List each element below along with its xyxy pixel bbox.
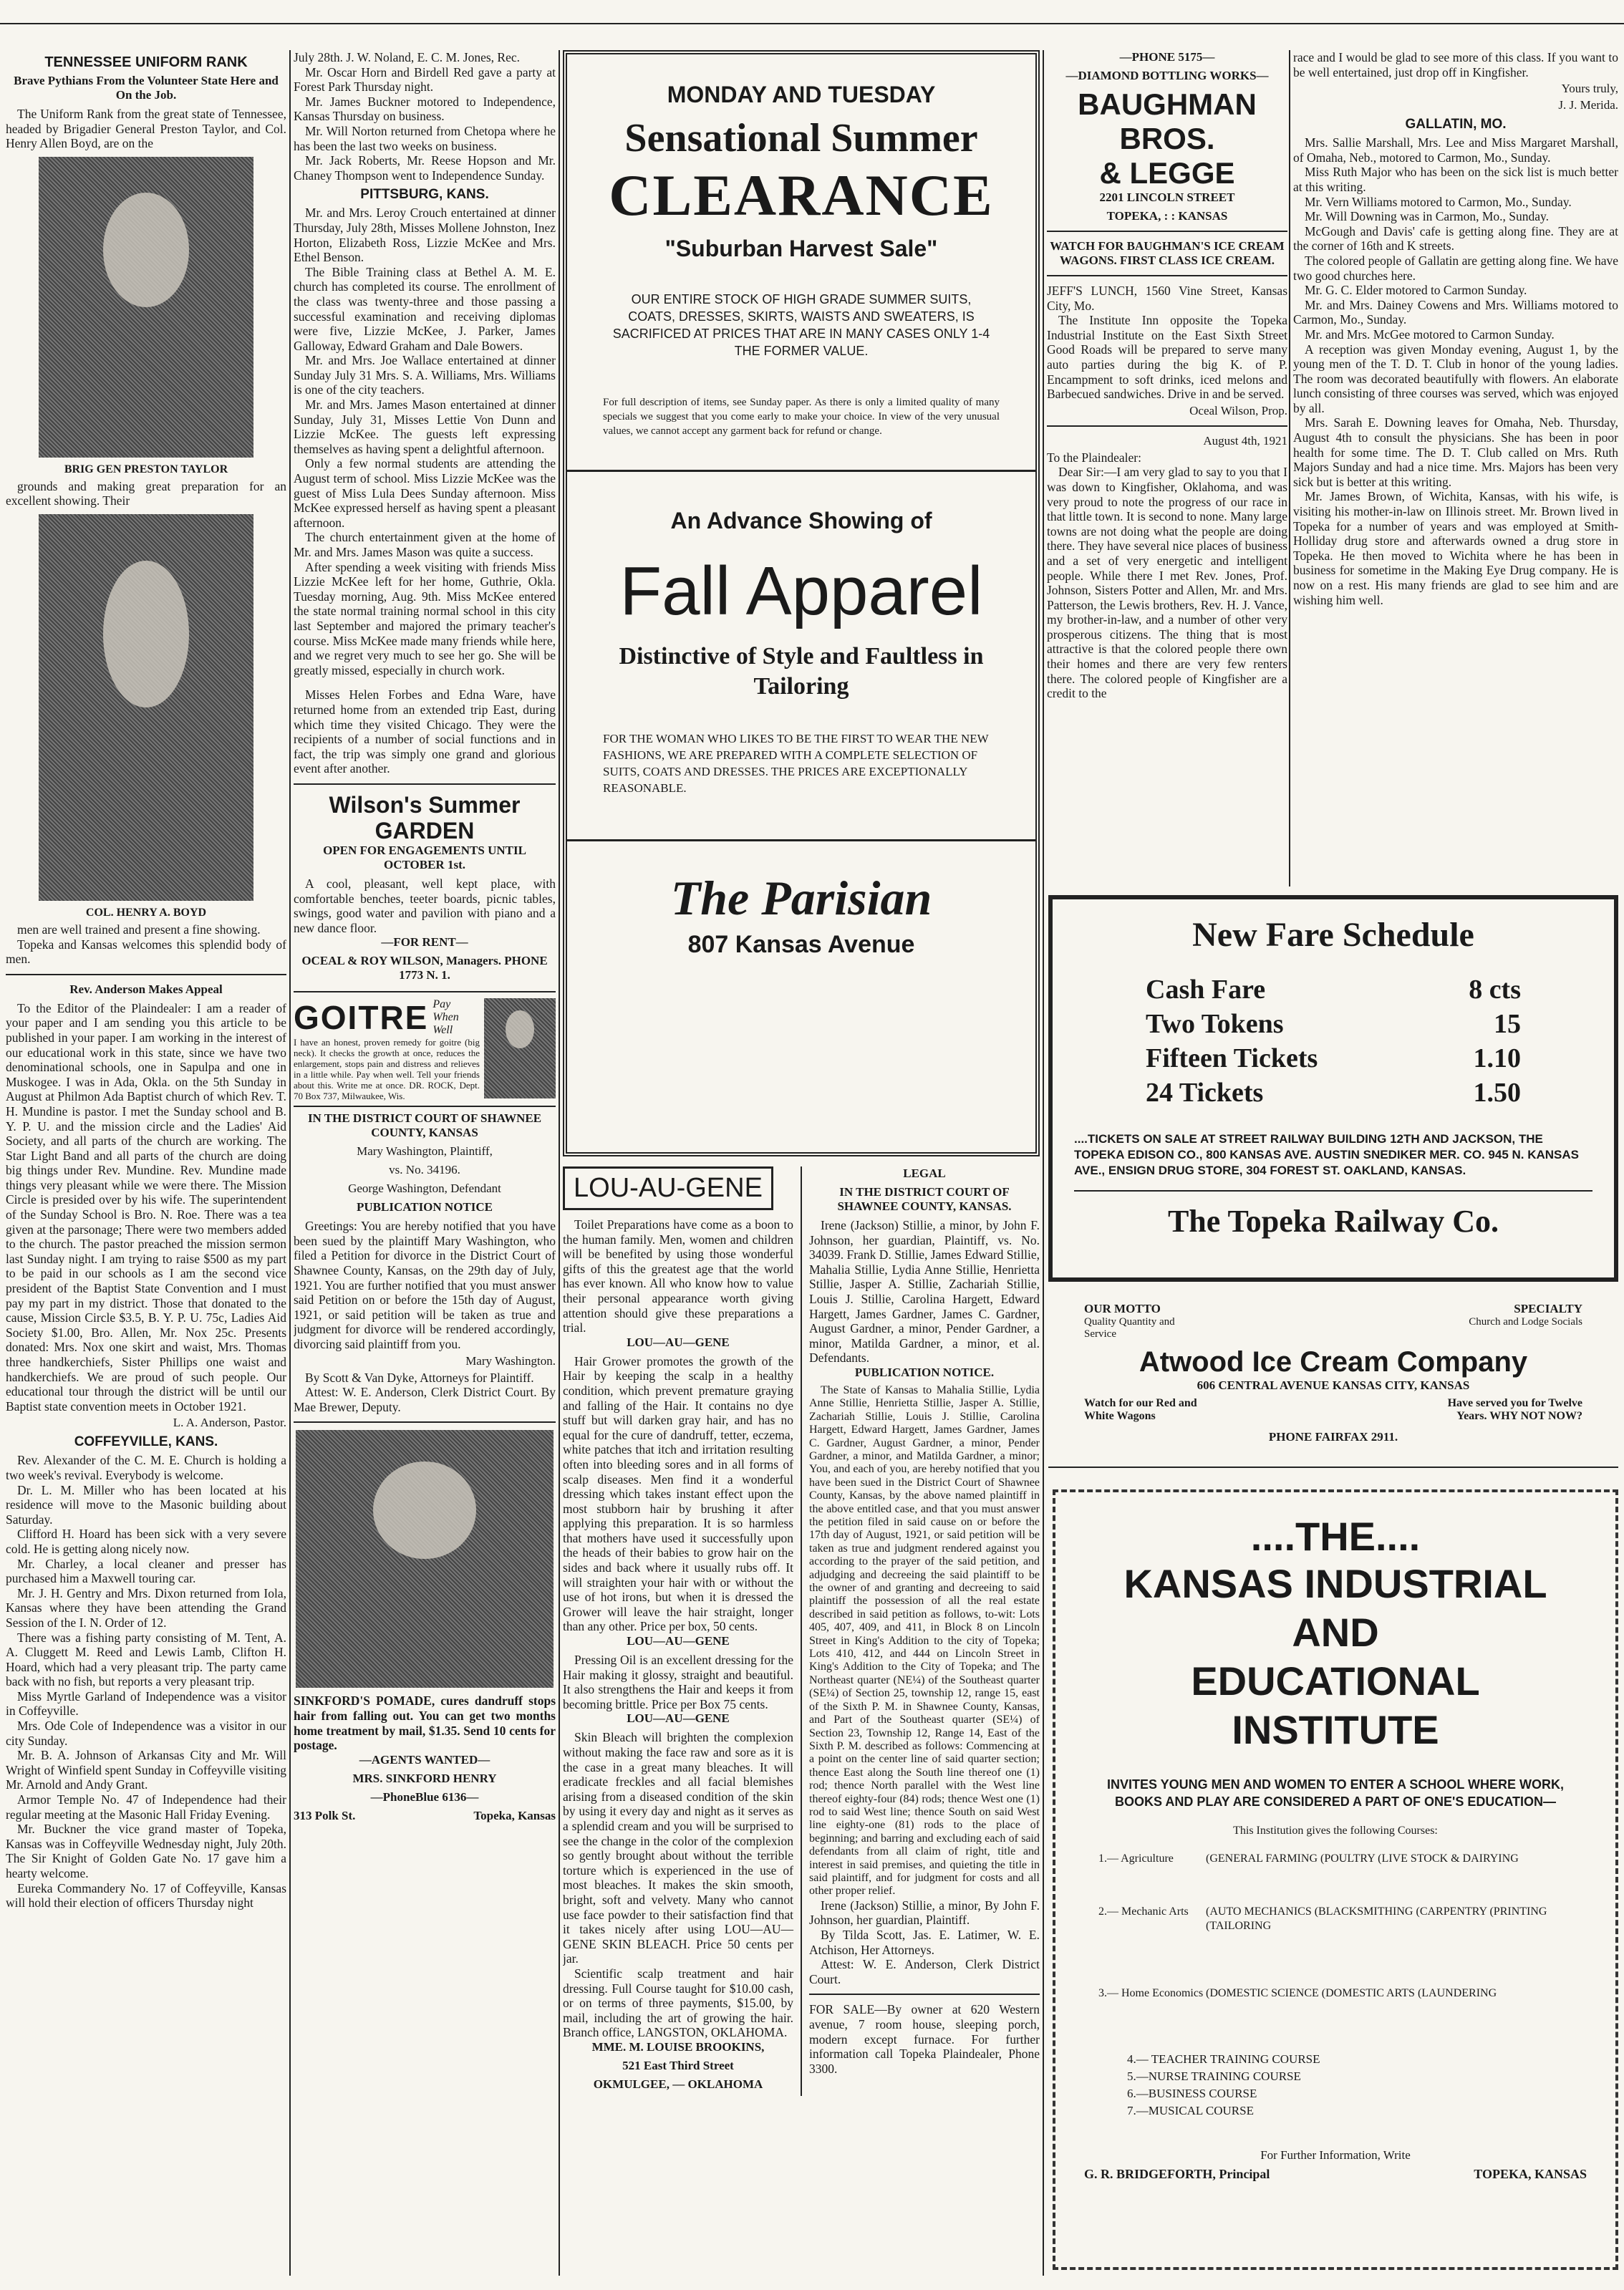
lou-au-gene-logo: LOU-AU-GENE [563, 1166, 773, 1210]
col2-item: Mr. Oscar Horn and Birdell Red gave a party at Forest Park Thursday night. [294, 64, 556, 95]
coffeyville-headline: COFFEYVILLE, KANS. [74, 1434, 218, 1450]
column-2: July 28th. J. W. Noland, E. C. M. Jones, Rec. Mr. Oscar Horn and Birdell Red gave a party at Forest Park Thursday night. Mr. James Buckner motored to Independence, Kansas Thursday on business. Mr. Will Norton returned from Chetopa where he has been the last two weeks on business. Mr. Jack Roberts, Mr. Reese Hopson and Mr. Chaney Thompson went to Independence Sunday. PITTSBURG, KANS. Mr. and Mrs. Leroy Crouch entertained at dinner Thursday, July 28th, Misses Mollene Johnston, Inez Horton, Elizabeth Ross, Lizzie McKee and Mrs. Ethel Benson. The Bible Training class at Bethel A. M. E. church has completed its course. The enrollment of the class was twenty-three and those passing a successful examination and receiving diplomas were five, Lizzie McKee, J. Parker, James Galloway, Edward Graham and Dale Bowers. Mr. and Mrs. Joe Wallace entertained at dinner Sunday July 31 Mrs. S. A. Williams, Mrs. Williams is one of the city teachers. Mr. and Mrs. James Mason entertained at dinner Sunday, July 31, Misses Lettie Von Dunn and Lizzie McKee. The guests left expressing themselves as having spent a delightful afternoon. Only a few normal students are attending the August term of school. Miss Lizzie McKee was the guest of Miss Lula Dees Sunday afternoon. Miss McKee expressed herself as having spent a pleasant afternoon. The church entertainment given at the home of Mr. and Mrs. James Mason was quite a success. After spending a week visiting with friends Miss Lizzie McKee left for her home, Guthrie, Okla. Tuesday morning, Aug. 9th. Miss McKee entered the state normal training normal school in this city last September and majored the primary teacher's course. Miss McKee made many friends while here, and we regret very much to see her go. She will be greatly missed, especially in church work. Misses Helen Forbes and Edna Ware, have returned home from an extended trip East, during which time they visited Chicago. They were the recipients of a number of social functions and in fact, the trip was simply one grand and glorious event after another. Wilson's Summer GARDEN OPEN FOR ENGAGEMENTS UNTIL OCTOBER 1st. A cool, pleasant, well kept place, with comfortable benches, teeter boards, picnic tables, swings, good water and pavilion with piano and a new dance floor. —FOR RENT— OCEAL & ROY WILSON, Managers. PHONE 1773 N. 1. GOITRE Pay When Well I have an honest, proven remedy for goitre (big neck). It checks the growth at once, reduces the enlargement, stops pain and distress and relieves in a little while. Pay when well. Tell your friends about this. Write me at once. DR. ROCK, Dept. 70 Box 737, Milwaukee, Wis. IN THE DISTRICT COURT OF SHAWNEE COUNTY, KANSAS Mary Washington, Plaintiff, vs. No. 34196. George Washington, Defendant PUBLICATION NOTICE Greetings: You are hereby notified that you have been sued by the plaintiff Mary Washington, who filed a Petition for divorce in the District Court of Shawnee County, Kansas, on the 29th day of July, 1921. You are further notified that you must answer said Petition on or before the 15th day of August, 1921, or said petition will be taken as true and judgment for divorce will be rendered accordingly, divorcing said plaintiff from you. Mary Washington. By Scott & Van Dyke, Attorneys for Plaintiff. Attest: W. E. Anderson, Clerk District Court. By Mae Brewer, Deputy. SINKFORD'S POMADE, cures dandruff stops hair from falling out. You can get two months home treatment by mail, $1.35. Send 10 cents for postage. —AGENTS WANTED— MRS. SINKFORD HENRY —PhoneBlue 6136— 313 Polk St. Topeka, Kansas [294, 50, 556, 1822]
column-4: —PHONE 5175— —DIAMOND BOTTLING WORKS— BAUGHMAN BROS. & LEGGE 2201 LINCOLN STREET TOPEKA, : : KANSAS WATCH FOR BAUGHMAN'S ICE CREAM WAGONS. FIRST CLASS ICE CREAM. JEFF'S LUNCH, 1560 Vine Street, Kansas City, Mo. The Institute Inn opposite the Topeka Industrial Institute on the East Sixth Street Good Roads will be prepared to serve many auto parties during the big K. of P. Encampment to soft drinks, iced melons and Barbecued sandwiches. Drive in and be served. Oceal Wilson, Prop. August 4th, 1921 To the Plaindealer: Dear Sir:—I am very glad to say to you that I was down to Kingfisher, Oklahoma, and was very proud to note the progress of our race in that little town. It is second to none. Many large towns are not doing what the people are doing there. They have several nice places of business and a set of very energetic and intelligent people. While there I met Rev. Jones, Prof. Johnson, Sisters Potter and Allen, Mr. and Mrs. Patterson, the Lewis brothers, Rev. H. J. Vance, my brother-in-law, and a number of other very prosperous citizens. The thing that is most attractive is that the colored people there own their homes and there are very few renters there. The colored people of Kingfisher are a credit to the [1047, 50, 1287, 701]
col2-item: Mr. Jack Roberts, Mr. Reese Hopson and Mr. Chaney Thompson went to Independence Sunday. [294, 153, 556, 183]
ad-stock-text: OUR ENTIRE STOCK OF HIGH GRADE SUMMER SUITS, COATS, DRESSES, SKIRTS, WAISTS AND SWEATERS, IS SACRIFICED AT PRICES THAT ARE IN MANY CASES ONLY 1-4 THE FORMER VALUE. [612, 292, 990, 358]
col2-item: Mr. James Buckner motored to Independence, Kansas Thursday on business. [294, 94, 556, 124]
legal-body: Greetings: You are hereby notified that you have been sued by the plaintiff Mary Washington, who filed a Petition for divorce in the District Court of Shawnee County, Kansas, on the 29th day of July, 1921. You are further notified that you must answer said Petition on or before the 15th day of August, 1921, or said petition will be taken as true and judgment for divorce will be rendered accordingly, divorcing said plaintiff from you. [294, 1219, 556, 1352]
pittsburg-item: Misses Helen Forbes and Edna Ware, have returned home from an extended trip East, during which time they visited Chicago. They were the recipients of a number of social functions and in fact, the trip was simply one grand and glorious event after another. [294, 687, 556, 776]
lou-au-gene-ad: LOU-AU-GENE Toilet Preparations have come as a boon to the human family. Men, women and children will be benefited by using those wonderful gifts of this the greatest age that the world has ever known. All who know how to value their personal appearance worth giving attention should give these preparations a trial. LOU—AU—GENE Hair Grower promotes the growth of the Hair by keeping the scalp in a healthy condition, which prevent premature graying and falling of the Hair. It contains no dye stuff but will darken gray hair, and has no equal for the cure of dandruff, tetter, eczema, white patches that itch and irritation resulting often into bleeding sores and in all forms of scalp diseases. Men find it a wonderful dressing which takes instant effect upon the most stubborn hair by brushing it after applying this preparation. It is so harmless that mothers have used it successfully upon the heads of their babies to grow hair on the sides and back where it usually rubs off. It will straighten your hair with or without the use of hot irons, but when it is dressed the Grower will leave the hair straight, longer than any other. Price per box, 50 cents. LOU—AU—GENE Pressing Oil is an excellent dressing for the Hair making it glossy, straight and beautiful. It also strengthens the Hair and keeps it from becoming brittle. Price per Box 75 cents. LOU—AU—GENE Skin Bleach will brighten the complexion without making the face raw and sore as it is the case in a great many bleaches. It will eradicate freckles and all facial blemishes arising from a diseased condition of the skin by using it every day and night as it serves as a splendid cream and you will be surprised to see the change in the color of the complexion so gently brought about without the terrible torture which is experienced in the use of most bleaches. It makes the skin smooth, bright, soft and velvety. Many who cannot use face powder to their satisfaction find that it takes nicely after using LOU—AU—GENE SKIN BLEACH. Price 50 cents per jar. Scientific scalp treatment and hair dressing. Full Course taught for $10.00 cash, or on terms of three payments, $15.00, by mail, including the art of growing the hair. Branch office, LANGSTON, OKLAHOMA. MME. M. LOUISE BROOKINS, 521 East Third Street OKMULGEE, — OKLAHOMA [563, 1166, 793, 2096]
henry-boyd-portrait [39, 514, 253, 901]
column-5: race and I would be glad to see more of this class. If you want to be well entertained, just drop off in Kingfisher. Yours truly, J. J. Merida. GALLATIN, MO. Mrs. Sallie Marshall, Mrs. Lee and Miss Margaret Marshall, of Omaha, Neb., motored to Carmon, Mo., Sunday. Miss Ruth Major who has been on the sick list is much better at this writing. Mr. Vern Williams motored to Carmon, Mo., Sunday. Mr. Will Downing was in Carmon, Mo., Sunday. McGough and Davis' cafe is getting along fine. They are at the corner of 16th and K streets. The colored people of Gallatin are getting along fine. We have two good churches here. Mr. G. C. Elder motored to Carmon Sunday. Mr. and Mrs. Dainey Cowens and Mrs. Williams motored to Carmon, Mo., Sunday. Mr. and Mrs. McGee motored to Carmon Sunday. A reception was given Monday evening, August 1, by the young men of the T. D. T. Club in honor of the young ladies. The room was decorated beautifully with flowers. An elaborate lunch consisting of three courses was served, which was enjoyed by all. Mrs. Sarah E. Downing leaves for Omaha, Neb. Thursday, August 4th to consult the physicians. She has been in poor health for some time. The D. T. Club called on Mrs. Ruth Majors Sunday and had a nice time. Mrs. Majors has been very sick but is better at this writing. Mr. James Brown, of Wichita, Kansas, with his wife, is visiting his mother-in-law on Illinois street. Mr. Brown lived in Topeka for a number of years and was employed at Smith-Holliday drug store and afterwards owned a drug store in Topeka. He then moved to Wichita where he has been in business for sometime in the Making Eye Drug company. He is now on a rest. His many friends are glad to see him and are wishing him well. [1293, 50, 1618, 607]
wilson-title: Wilson's Summer [329, 791, 521, 818]
course-row: 1.— Agriculture (GENERAL FARMING (POULTRY (LIVE STOCK & DAIRYING [1098, 1852, 1519, 1865]
coffeyville-item: Mr. Charley, a local cleaner and presser has purchased him a Maxwell touring car. [6, 1556, 286, 1586]
pittsburg-headline: PITTSBURG, KANS. [360, 187, 489, 203]
wilson-body: A cool, pleasant, well kept place, with comfortable benches, teeter boards, picnic tables, swings, good water and pavilion with piano and a new dance floor. [294, 876, 556, 935]
coffeyville-item: Mr. Buckner the vice grand master of Topeka, Kansas was in Coffeyville Wednesday night, July 20th. The Sir Knight of Golden Gate No. 17 gave him a hearty welcome. [6, 1822, 286, 1880]
fare-row: Two Tokens 15 [1146, 1009, 1521, 1039]
column-3 [563, 50, 1040, 2276]
coffeyville-item: Dr. L. M. Miller who has been located at his residence will move to the Masonic building about Saturday. [6, 1482, 286, 1527]
sinkford-body: SINKFORD'S POMADE, cures dandruff stops hair from falling out. You can get two months home treatment by mail, $1.35. Send 10 cents for postage. [294, 1694, 556, 1753]
tennessee-subhead: Brave Pythians From the Volunteer State Here and On the Job. [14, 74, 279, 102]
page-top-border [0, 0, 1624, 24]
coffeyville-item: Clifford H. Hoard has been sick with a very severe cold. He is getting along nicely now. [6, 1527, 286, 1556]
anderson-text: To the Editor of the Plaindealer: I am a reader of your paper and I am sending you this article to be published in your paper. I am working in the interest of our educational work in this state, since we have two denominational schools, one in Sapulpa and one in Muskogee. I was in Ada, Okla. on the 5th Sunday in August at Philmon Ada Baptist church of which Rev. T. H. Mundine is pastor. I met the Sunday school and B. Y. P. U. and the mission circle and the Ladies' Aid Society, and all parts of the church are working. The Star Light Band and all parts of the church are doing big things under Rev. Mundine. Rev. Mundine made things very pleasant while we were there. The Mission Circle is presided over by his wife. The superintendent of the Sunday School is Bro. N. Roe. There was a tea given at the parsonage; There were two members added to the church. The pastor preached the mission sermon last Sunday night. I am trying to raise $500 as my part to be paid in our schools as I am the second vice president of the Baptist State Convention and I must pay my part in my district. Those that donated to the cause, Mission Circle $3.5, B. Y. P. U. 75c, Ladies Aid Society $1.00, Bro. Allen, Mr. Nox 25c. Presents donated: Mrs. Nox one skirt and waist, Mrs. Thomas three handkerchiefs, Sister Phillips one waist and handkerchiefs. We are proud of such people. Our educational tour through the district will be until our Baptist state convention meets in October 1921. [6, 1000, 286, 1414]
wilson-signature: OCEAL & ROY WILSON, Managers. PHONE 1773 N. 1. [301, 954, 548, 982]
col2-item: Mr. Will Norton returned from Chetopa where he has been the last two weeks on business. [294, 123, 556, 153]
ad-fall-apparel: Fall Apparel [619, 553, 983, 629]
ad-fineprint: For full description of items, see Sunday paper. As there is only a limited quality of many specials we suggest that you come early to make your choice. In view of the very unusual values, we cannot accept any garment back for refund or change. [603, 397, 1000, 437]
coffeyville-item: Eureka Commandery No. 17 of Coffeyville, Kansas will hold their election of officers Thursday night [6, 1880, 286, 1910]
pittsburg-item: Mr. and Mrs. Leroy Crouch entertained at dinner Thursday, July 28th, Misses Mollene Johnston, Inez Horton, Elizabeth Ross, Lizzie McKee and Mrs. Ethel Benson. [294, 206, 556, 265]
washington-legal-notice: IN THE DISTRICT COURT OF SHAWNEE COUNTY, KANSAS Mary Washington, Plaintiff, vs. No. 34196. George Washington, Defendant PUBLICATION NOTICE Greetings: You are hereby notified that you have been sued by the plaintiff Mary Washington, who filed a Petition for divorce in the District Court of Shawnee County, Kansas, on the 29th day of July, 1921. You are further notified that you must answer said Petition on or before the 15th day of August, 1921, or said petition will be taken as true and judgment for divorce will be rendered accordingly, divorcing said plaintiff from you. Mary Washington. By Scott & Van Dyke, Attorneys for Plaintiff. Attest: W. E. Anderson, Clerk District Court. By Mae Brewer, Deputy. [294, 1111, 556, 1414]
tennessee-text-4: Topeka and Kansas welcomes this splendid body of men. [6, 937, 286, 967]
ad-sale-name: "Suburban Harvest Sale" [664, 236, 938, 261]
ad-advance: An Advance Showing of [670, 508, 932, 533]
pittsburg-item: After spending a week visiting with friends Miss Lizzie McKee left for her home, Guthrie, Okla. Tuesday morning, Aug. 9th. Miss McKee entered the state normal training normal school in this city last September and majored the primary teacher's course. Miss McKee made many friends while here, and we regret very much to see her go. She will be greatly missed, especially in church work. [294, 559, 556, 677]
pittsburg-item: Mr. and Mrs. James Mason entertained at dinner Sunday, July 31, Misses Lettie Von Dunn and Lizzie McKee. The guests left expressing themselves as having spent a delightful afternoon. [294, 397, 556, 456]
fare-title: New Fare Schedule [1192, 916, 1474, 954]
legal-heading: IN THE DISTRICT COURT OF SHAWNEE COUNTY, KANSAS [307, 1111, 542, 1140]
fare-row: 24 Tickets 1.50 [1146, 1078, 1521, 1108]
baughman-title: BAUGHMAN BROS. [1078, 87, 1257, 155]
pittsburg-item: Mr. and Mrs. Joe Wallace entertained at dinner Sunday July 31 Mrs. S. A. Williams, Mrs. Williams is one of the city teachers. [294, 353, 556, 397]
pittsburg-item: The church entertainment given at the home of Mr. and Mrs. James Mason was quite a success. [294, 530, 556, 559]
tennessee-headline: TENNESSEE UNIFORM RANK [44, 54, 248, 70]
pittsburg-item: Only a few normal students are attending the August term of school. Miss Lizzie McKee was the guest of Miss Lula Dees Sunday afternoon. Miss McKee expressed herself as having spent a pleasant afternoon. [294, 456, 556, 530]
topeka-railway-name: The Topeka Railway Co. [1167, 1204, 1499, 1239]
tennessee-text-3: men are well trained and present a fine showing. [17, 922, 261, 937]
wilson-title-2: GARDEN [374, 817, 475, 844]
fare-table [1146, 972, 1521, 1110]
pittsburg-item: The Bible Training class at Bethel A. M. E. church has completed its course. The enrollment of the class was twenty-three and those passing a successful examination and receiving diplomas were five, Lizzie McKee, J. Parker, James Galloway, Edward Graham and Dale Bowers. [294, 264, 556, 353]
coffeyville-item: Mrs. Ode Cole of Independence was a visitor in our city Sunday. [6, 1719, 286, 1748]
course-row: 2.— Mechanic Arts (AUTO MECHANICS (BLACKSMITHING (CARPENTRY (PRINTING (TAILORING [1098, 1905, 1547, 1932]
course-row: 3.— Home Economics (DOMESTIC SCIENCE (DOMESTIC ARTS (LAUNDERING [1098, 1987, 1497, 1999]
coffeyville-item: Armor Temple No. 47 of Independence had their regular meeting at the Masonic Hall Friday Evening. [6, 1792, 286, 1822]
anderson-headline: Rev. Anderson Makes Appeal [69, 982, 223, 996]
goitre-ad [294, 998, 556, 1107]
ad-clearance: CLEARANCE [609, 163, 994, 228]
kingfisher-letter: Dear Sir:—I am very glad to say to you that I was down to Kingfisher, Oklahoma, and was very proud to note the progress of our race in that little town. It is second to none. Many large towns are not doing what the people are doing there. They have several nice places of business and a set of very energetic and intelligent people. While there I met Rev. Jones, Prof. Johnson, Sisters Potter and Allen, Mr. and Mrs. Patterson, the Lewis brothers, Rev. H. J. Vance, my brother-in-law, and a number of other very prosperous citizens. The thing that is most attractive is that the colored people there own their homes and there are very few renters there. The colored people of Kingfisher are a credit to the [1047, 465, 1287, 701]
goitre-illustration [484, 998, 556, 1098]
parisian-logo: The Parisian [670, 871, 932, 925]
atwood-ad: OUR MOTTO Quality Quantity and Service SPECIALTY Church and Lodge Socials Atwood Ice Cream Company 606 CENTRAL AVENUE KANSAS CITY, KANSAS Watch for our Red and White Wagons Have served you for Twelve Years. WHY NOT NOW? PHONE FAIRFAX 2911. [1048, 1296, 1618, 1468]
henry-boyd-caption: COL. HENRY A. BOYD [85, 906, 207, 919]
goitre-title: GOITRE [294, 999, 429, 1037]
wilson-rent: —FOR RENT— [381, 935, 468, 950]
col2-item: July 28th. J. W. Noland, E. C. M. Jones, Rec. [294, 50, 520, 64]
kansas-institute-ad: ....THE.... KANSAS INDUSTRIAL AND EDUCATIONAL INSTITUTE INVITES YOUNG MEN AND WOMEN TO ENTER A SCHOOL WHERE WORK, BOOKS AND PLAY ARE CONSIDERED A PART OF ONE'S EDUCATION— This Institution gives the following Courses: 1.— Agriculture (GENERAL FARMING (POULTRY (LIVE STOCK & DAIRYING 2.— Mechanic Arts (AUTO MECHANICS (BLACKSMITHING (CARPENTRY (PRINTING (TAILORING 3.— Home Economics (DOMESTIC SCIENCE (DOMESTIC ARTS (LAUNDERING 4.— TEACHER TRAINING COURSE 5.—NURSE TRAINING COURSE 6.—BUSINESS COURSE 7.—MUSICAL COURSE For Further Information, Write G. R. BRIDGEFORTH, Principal TOPEKA, KANSAS [1053, 1489, 1618, 2270]
anderson-signature: L. A. Anderson, Pastor. [173, 1416, 286, 1430]
sinkford-name: MRS. SINKFORD HENRY [352, 1771, 497, 1785]
fare-row: Fifteen Tickets 1.10 [1146, 1043, 1521, 1073]
ad-tailoring: Distinctive of Style and Faultless in Tailoring [619, 643, 984, 700]
ad-days: MONDAY AND TUESDAY [667, 82, 936, 107]
ad-headline: Sensational Summer [624, 116, 978, 160]
brookins-name: MME. M. LOUISE BROOKINS, [591, 2039, 765, 2054]
institute-name: KANSAS INDUSTRIAL AND [1123, 1561, 1547, 1655]
topeka-railway-ad [1048, 895, 1618, 1282]
preston-taylor-portrait [39, 157, 253, 458]
fare-ticket-note: ....TICKETS ON SALE AT STREET RAILWAY BUILDING 12TH AND JACKSON, THE TOPEKA EDISON CO., 800 KANSAS AVE. AUSTIN SNEDIKER MER. CO. 945 N. KANSAS AVE., ENSIGN DRUG STORE, 304 FOREST ST. OAKLAND, KANSAS. [1074, 1132, 1580, 1177]
coffeyville-item: Miss Myrtle Garland of Independence was a visitor in Coffeyville. [6, 1688, 286, 1719]
coffeyville-item: Mr. B. A. Johnson of Arkansas City and Mr. Will Wright of Winfield spent Sunday in Coffeyville visiting Mr. Arnold and Andy Grant. [6, 1748, 286, 1792]
column-1 [6, 50, 286, 2276]
fare-row: Cash Fare 8 cts [1146, 975, 1521, 1005]
preston-taylor-caption: BRIG GEN PRESTON TAYLOR [64, 463, 228, 475]
stillie-legal-notice: LEGAL IN THE DISTRICT COURT OF SHAWNEE COUNTY, KANSAS. Irene (Jackson) Stillie, a minor, by John F. Johnson, her guardian, Plaintiff, vs. No. 34039. Frank D. Stillie, James Edward Stillie, Mahalia Stillie, Lydia Anne Stillie, Henrietta Stillie, Jasper A. Stillie, Zachariah Stillie, Louis J. Stillie, Carolina Hargett, Edward Hargett, James Gardner, James C. Gardner, August Gardner, a minor, Pender Gardner, a minor, Matilda Gardner, a minor, et al. Defendants. PUBLICATION NOTICE. The State of Kansas to Mahalia Stillie, Lydia Anne Stillie, Henrietta Stillie, Jasper A. Stillie, Zachariah Stillie, Louis J. Stillie, Carolina Hargett, Edward Hargett, James Gardner, James C. Gardner, August Gardner, a minor, Pender Gardner, a minor, and Matilda Gardner, a minor; You, and each of you, are hereby notified that you have been sued in the District Court of Shawnee County, Kansas, by the above named plaintiff in the above entitled case, and that you must answer the petition filed in said cause on or before the 17th day of August, 1921, or said petition will be taken as true and judgment rendered against you according to the prayer of the said petition, and adjudging and decreeing the said plaintiff to be the owner of and granting and decreeing to said plaintiff the possession of all the real estate described in said petition as follows, to-wit: Lots 405, 407, 409, and 411, in Block 8 on Lincoln Street in King's Addition to the city of Topeka; Lots 410, 412, and 444 on Lincoln Street in King's Addition to the City of Topeka; and The Northeast quarter (NE¼) of the Southeast quarter (SE¼) of Section 25, township 12, range 15, east of the Sixth P. M. in Shawnee County, Kansas, and Part of the Southeast quarter (SE¼) of Section 23, Township 12, Range 14, East of the Sixth P. M. described as follows: Commencing at a point on the center line of said quarter section; thence East along the South line thereof one (1) rod; thence North parallel with the West line thereof eighty-four (84) rods; thence West one (1) rod to said West line; thence South on said West line eighty-one (81) rods to the place of beginning; and barring and excluding each of said defendants from all claim of right, title and interest in said premises, and quieting the title in said plaintiff, and for judgment for costs and all other proper relief. Irene (Jackson) Stillie, a minor, By John F. Johnson, her guardian, Plaintiff. By Tilda Scott, Jas. E. Latimer, W. E. Atchison, Her Attorneys. Attest: W. E. Anderson, Clerk District Court. FOR SALE—By owner at 620 Western avenue, 7 room house, sleeping porch, modern except furnace. For further information call Topeka Plaindealer, Phone 3300. [809, 1166, 1040, 2076]
coffeyville-item: Mr. J. H. Gentry and Mrs. Dixon returned from Iola, Kansas where they have been attending the Grand Session of the I. N. Order of 12. [6, 1585, 286, 1630]
gallatin-headline: GALLATIN, MO. [1405, 117, 1507, 132]
wilson-garden-ad [294, 792, 556, 992]
sinkford-portrait [296, 1430, 554, 1688]
parisian-ad [563, 50, 1040, 1156]
tennessee-text-2: grounds and making great preparation for an excellent showing. Their [6, 478, 286, 508]
goitre-body: I have an honest, proven remedy for goitre (big neck). It checks the growth at once, reduces the enlargement, stops pain and distress and relieves in a little while. Pay when well. Tell your friends about this. Write me at once. DR. ROCK, Dept. 70 Box 737, Milwaukee, Wis. [294, 1037, 480, 1102]
atwood-name: Atwood Ice Cream Company [1139, 1346, 1528, 1378]
wilson-subtitle: OPEN FOR ENGAGEMENTS UNTIL OCTOBER 1st. [323, 843, 526, 871]
coffeyville-item: Rev. Alexander of the C. M. E. Church is holding a two week's revival. Everybody is welcome. [6, 1453, 286, 1482]
tennessee-text: The Uniform Rank from the great state of Tennessee, headed by Brigadier General Preston Taylor, and Col. Henry Allen Boyd, are on the [6, 107, 286, 151]
parisian-address: 807 Kansas Avenue [687, 931, 915, 958]
coffeyville-item: There was a fishing party consisting of M. Tent, A. A. Cluggett M. Reed and Lewis Lamb, Clifton H. Hoard, which had a very pleasant trip. The party came back with no fish, but reports a very pleasant trip. [6, 1630, 286, 1689]
ad-fashion-text: FOR THE WOMAN WHO LIKES TO BE THE FIRST TO WEAR THE NEW FASHIONS, WE ARE PREPARED WITH A COMPLETE SELECTION OF SUITS, COATS AND DRESSES. THE PRICES ARE EXCEPTIONALLY REASONABLE. [603, 732, 989, 795]
for-sale-notice: FOR SALE—By owner at 620 Western avenue, 7 room house, sleeping porch, modern except furnace. For further information call Topeka Plaindealer, Phone 3300. [809, 2002, 1040, 2076]
goitre-tagline: Pay When Well [432, 998, 459, 1037]
